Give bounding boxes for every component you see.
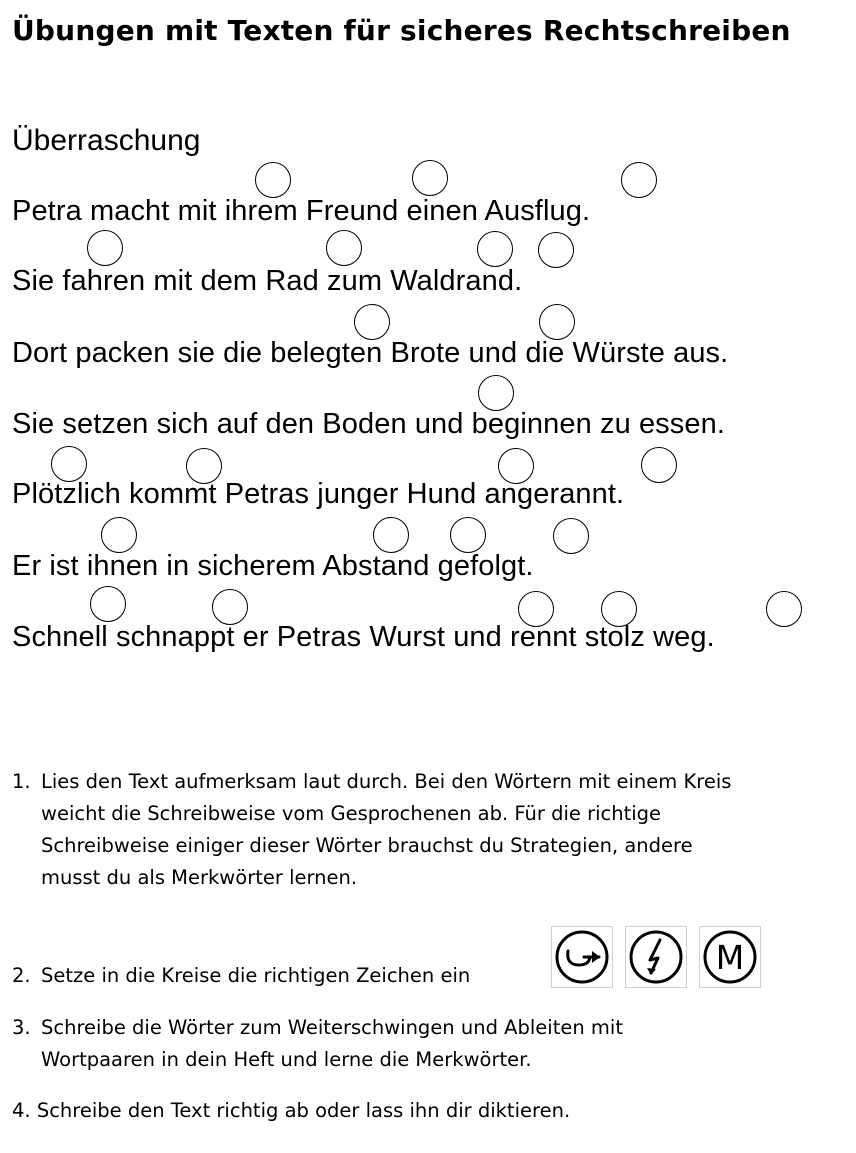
page-title: Übungen mit Texten für sicheres Rechtschreiben	[12, 14, 791, 47]
task-text-line: musst du als Merkwörter lernen.	[41, 866, 358, 889]
story-line-4: Sie setzen sich auf den Boden und beginnen zu essen.	[12, 408, 725, 440]
answer-circle[interactable]	[87, 230, 123, 266]
answer-circle[interactable]	[90, 586, 126, 622]
task-text-line: weicht die Schreibweise vom Gesprochenen ab. Für die richtige	[41, 802, 662, 825]
task-text-line: Schreibe den Text richtig ab oder lass ihn dir diktieren.	[36, 1099, 571, 1122]
task-text-line: Schreibweise einiger dieser Wörter brauchst du Strategien, andere	[41, 834, 693, 857]
task-text-line: Lies den Text aufmerksam laut durch. Bei den Wörtern mit einem Kreis	[41, 770, 732, 793]
task-3	[12, 1012, 623, 1076]
answer-circle[interactable]	[255, 162, 291, 198]
answer-circle[interactable]	[641, 447, 677, 483]
answer-circle[interactable]	[101, 517, 137, 553]
story-line-7: Schnell schnappt er Petras Wurst und rennt stolz weg.	[12, 621, 715, 653]
swing-arrow-icon	[551, 926, 613, 988]
lightning-icon	[625, 926, 687, 988]
answer-circle[interactable]	[766, 591, 802, 627]
answer-circle[interactable]	[539, 304, 575, 340]
answer-circle[interactable]	[51, 446, 87, 482]
answer-circle[interactable]	[450, 517, 486, 553]
task-2	[12, 960, 470, 992]
memo-letter: M	[715, 938, 745, 977]
answer-circle[interactable]	[601, 591, 637, 627]
task-text-line: Schreibe die Wörter zum Weiterschwingen und Ableiten mit	[41, 1016, 623, 1039]
task-1	[12, 766, 731, 894]
answer-circle[interactable]	[538, 232, 574, 268]
answer-circle[interactable]	[354, 304, 390, 340]
answer-circle[interactable]	[212, 589, 248, 625]
answer-circle[interactable]	[478, 375, 514, 411]
memo-word-icon	[699, 926, 761, 988]
task-text-line: Wortpaaren in dein Heft und lerne die Merkwörter.	[41, 1048, 532, 1071]
story-title: Überraschung	[12, 124, 201, 157]
answer-circle[interactable]	[498, 448, 534, 484]
task-4	[12, 1095, 570, 1127]
story-line-5: Plötzlich kommt Petras junger Hund angerannt.	[12, 478, 625, 510]
answer-circle[interactable]	[518, 591, 554, 627]
answer-circle[interactable]	[186, 448, 222, 484]
task-number: 3.	[12, 1016, 31, 1039]
answer-circle[interactable]	[373, 517, 409, 553]
answer-circle[interactable]	[477, 231, 513, 267]
task-number: 4.	[12, 1099, 31, 1122]
answer-circle[interactable]	[326, 230, 362, 266]
story-line-1: Petra macht mit ihrem Freund einen Ausflug.	[12, 195, 591, 227]
answer-circle[interactable]	[553, 518, 589, 554]
task-number: 1.	[12, 770, 31, 793]
answer-circle[interactable]	[412, 160, 448, 196]
story-line-6: Er ist ihnen in sicherem Abstand gefolgt.	[12, 550, 534, 582]
task-number: 2.	[12, 964, 31, 987]
answer-circle[interactable]	[621, 162, 657, 198]
story-line-3: Dort packen sie die belegten Brote und die Würste aus.	[12, 337, 729, 369]
task-text-line: Setze in die Kreise die richtigen Zeichen ein	[41, 964, 471, 987]
story-line-2: Sie fahren mit dem Rad zum Waldrand.	[12, 265, 523, 297]
